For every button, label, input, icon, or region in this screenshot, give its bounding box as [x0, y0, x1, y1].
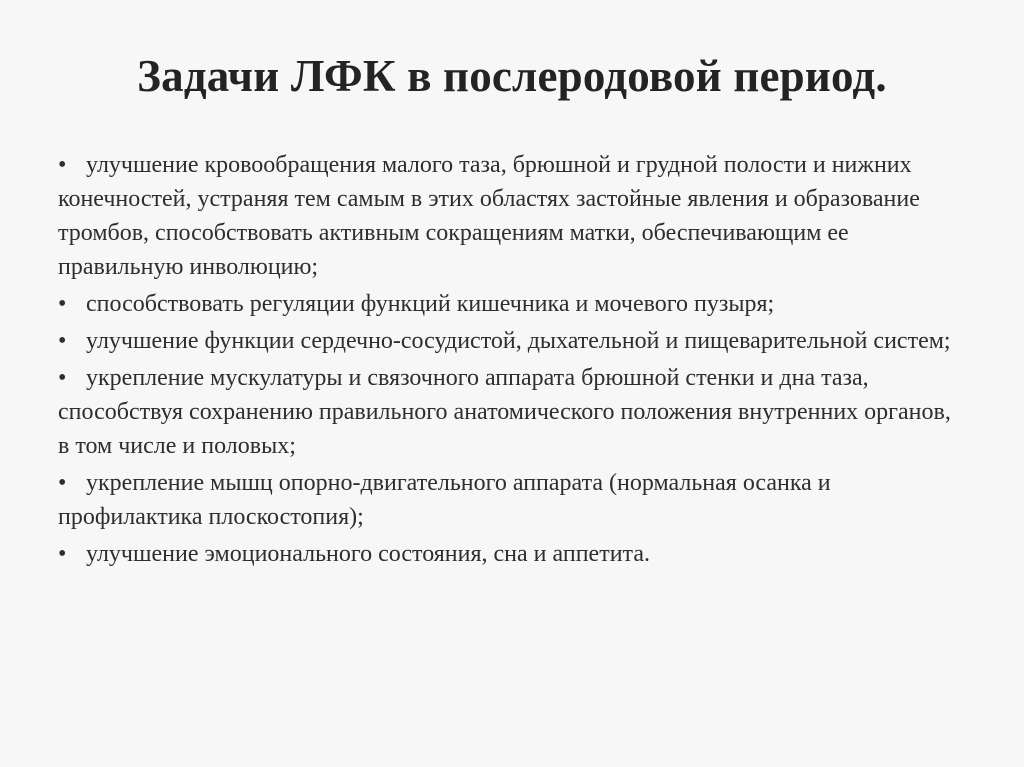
list-item [58, 361, 968, 463]
bullet-icon: • [58, 541, 67, 567]
list-item-text: способствовать регуляции функций кишечника и мочевого пузыря; [86, 291, 775, 317]
bullet-icon: • [58, 291, 67, 317]
slide-title: Задачи ЛФК в послеродовой период. [137, 51, 887, 101]
bullet-icon: • [58, 470, 67, 496]
bullet-icon: • [58, 365, 67, 391]
list-item [58, 287, 968, 321]
list-item-text: улучшение эмоционального состояния, сна и аппетита. [86, 541, 650, 567]
list-item-text: укрепление мышц опорно-двигательного аппарата (нормальная осанка и профилактика плоскостопия); [58, 470, 831, 530]
list-item-text: улучшение функции сердечно-сосудистой, дыхательной и пищеварительной систем; [86, 328, 951, 354]
list-item [58, 324, 968, 358]
bullet-icon: • [58, 152, 67, 178]
list-item [58, 466, 968, 534]
list-item [58, 537, 968, 571]
bullet-icon: • [58, 328, 67, 354]
list-item [58, 148, 968, 284]
list-item-text: укрепление мускулатуры и связочного аппарата брюшной стенки и дна таза, способствуя сохранению правильного анатомического положения внутренних органов, в том числе и половых; [58, 365, 951, 459]
bullet-list [58, 148, 968, 574]
list-item-text: улучшение кровообращения малого таза, брюшной и грудной полости и нижних конечностей, устраняя тем самым в этих областях застойные явления и образование тромбов, способствовать активным сокращениям матки, обеспечивающим ее правильную инволюцию; [58, 152, 920, 280]
